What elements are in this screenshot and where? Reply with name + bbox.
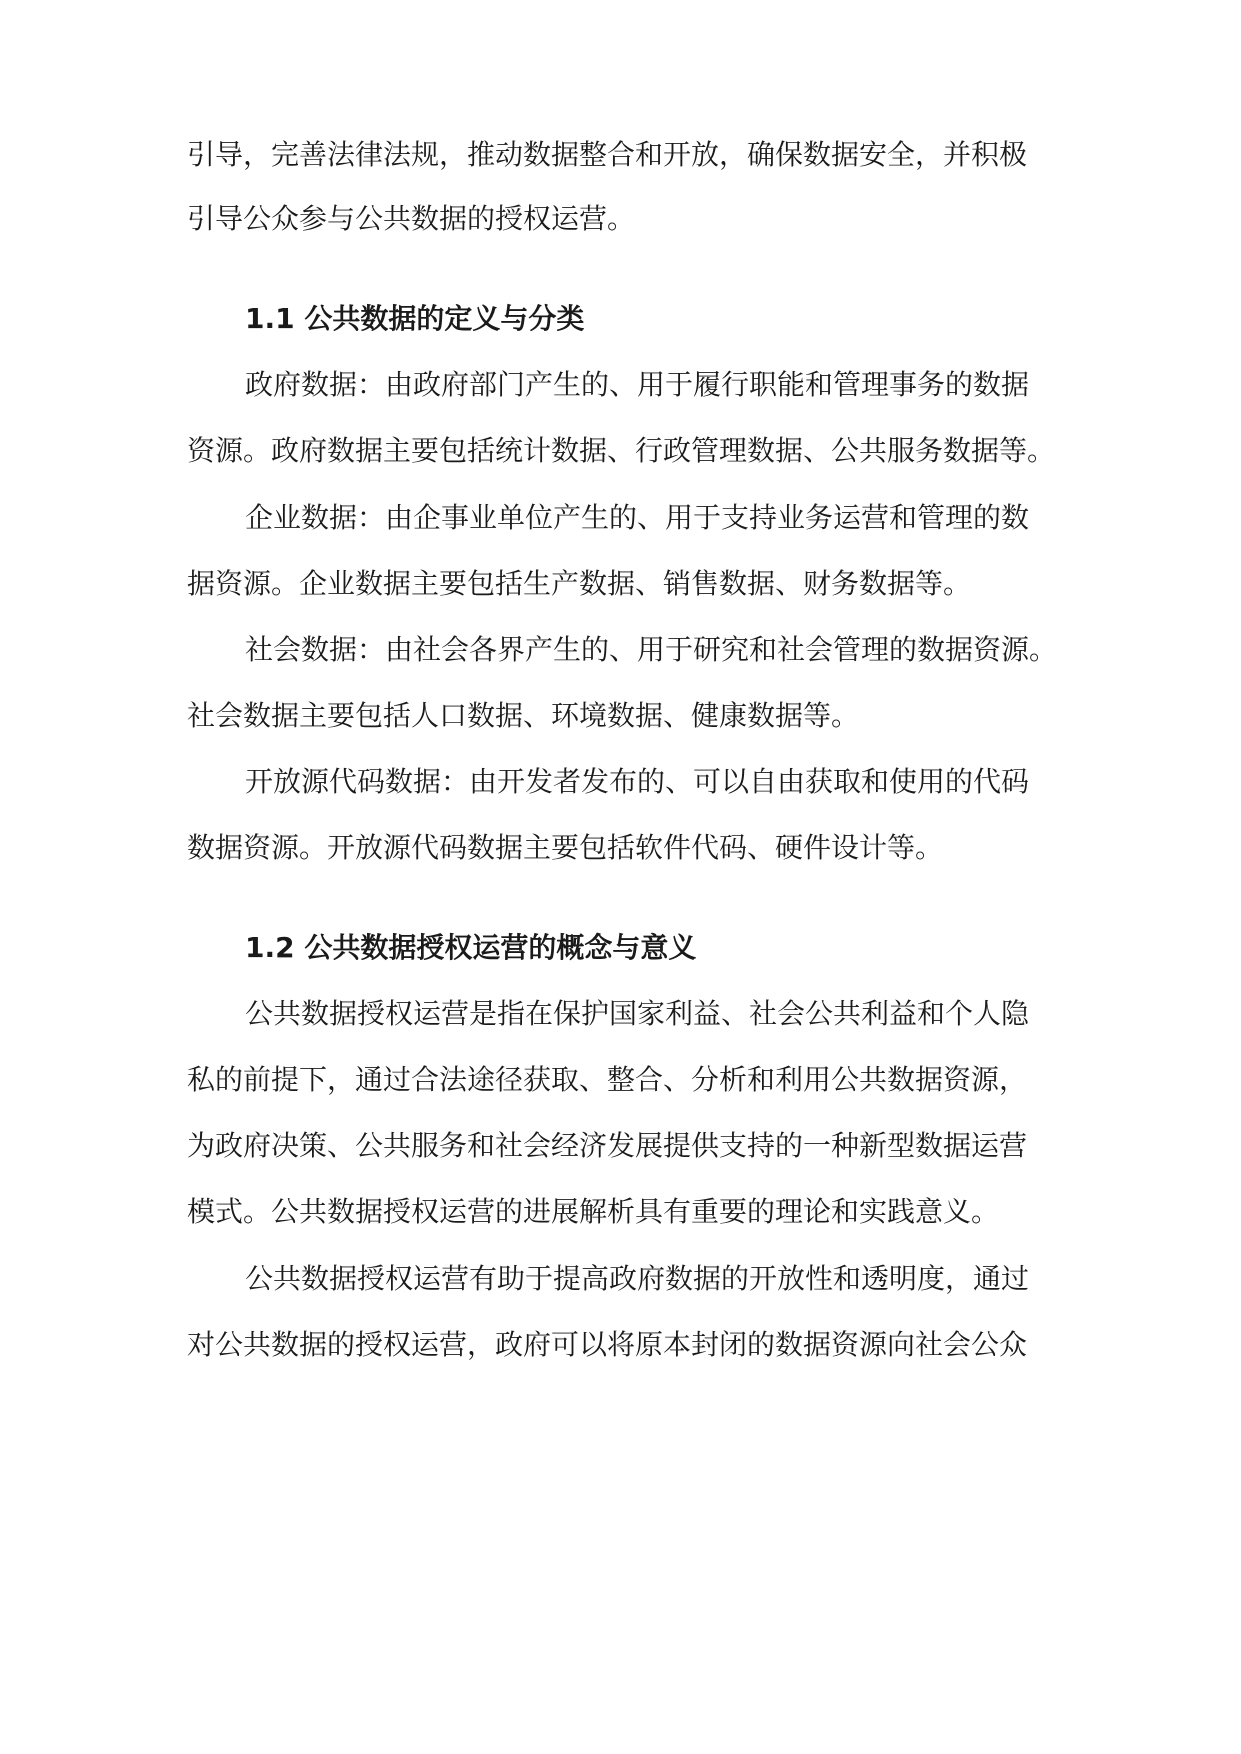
- paragraph-line: 为政府决策、公共服务和社会经济发展提供支持的一种新型数据运营: [187, 1129, 1028, 1162]
- paragraph-line: 私的前提下，通过合法途径获取、整合、分析和利用公共数据资源，: [187, 1063, 1028, 1096]
- paragraph-line: 数据资源。开放源代码数据主要包括软件代码、硬件设计等。: [187, 831, 944, 864]
- paragraph-line: 开放源代码数据：由开发者发布的、可以自由获取和使用的代码: [245, 765, 1030, 798]
- paragraph-line: 引导，完善法律法规，推动数据整合和开放，确保数据安全，并积极: [187, 138, 1028, 171]
- paragraph-line: 社会数据：由社会各界产生的、用于研究和社会管理的数据资源。: [245, 633, 1057, 666]
- paragraph-line: 公共数据授权运营有助于提高政府数据的开放性和透明度，通过: [245, 1262, 1030, 1295]
- paragraph-line: 引导公众参与公共数据的授权运营。: [187, 202, 636, 235]
- paragraph-line: 资源。政府数据主要包括统计数据、行政管理数据、公共服务数据等。: [187, 434, 1056, 467]
- paragraph-line: 社会数据主要包括人口数据、环境数据、健康数据等。: [187, 699, 860, 732]
- paragraph-line: 政府数据：由政府部门产生的、用于履行职能和管理事务的数据: [245, 368, 1030, 401]
- paragraph-line: 据资源。企业数据主要包括生产数据、销售数据、财务数据等。: [187, 567, 972, 600]
- section-heading-1-1: 1.1 公共数据的定义与分类: [245, 302, 585, 335]
- paragraph-line: 对公共数据的授权运营，政府可以将原本封闭的数据资源向社会公众: [187, 1328, 1028, 1361]
- paragraph-line: 模式。公共数据授权运营的进展解析具有重要的理论和实践意义。: [187, 1195, 1000, 1228]
- section-heading-1-2: 1.2 公共数据授权运营的概念与意义: [245, 931, 697, 964]
- paragraph-line: 公共数据授权运营是指在保护国家利益、社会公共利益和个人隐: [245, 997, 1030, 1030]
- paragraph-line: 企业数据：由企事业单位产生的、用于支持业务运营和管理的数: [245, 501, 1030, 534]
